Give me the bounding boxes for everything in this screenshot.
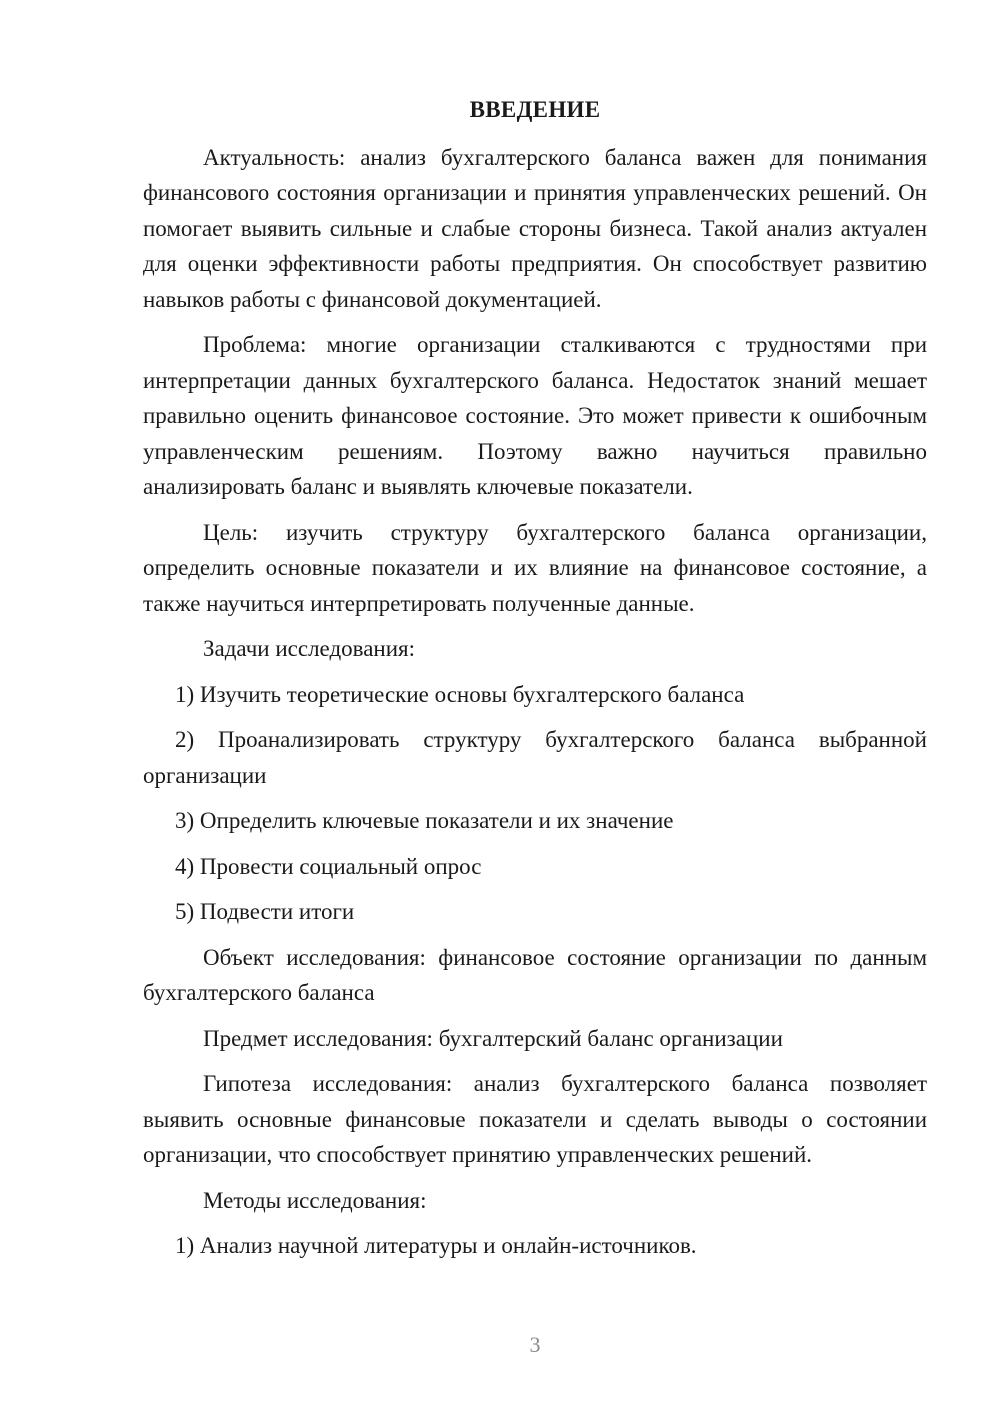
task-item-3: 3) Определить ключевые показатели и их значение (175, 808, 674, 833)
relevance-paragraph: Актуальность: анализ бухгалтерского баланса важен для понимания финансового состояния организации и принятия управленческих решений. Он помогает выявить сильные и слабые стороны бизнеса. Такой анализ актуален для оценки эффективности работы предприятия. Он способствует развитию навыков работы с финансовой документацией. (143, 144, 927, 312)
task-item-1: 1) Изучить теоретические основы бухгалтерского баланса (175, 681, 745, 707)
task-item-5: 5) Подвести итоги (175, 899, 355, 924)
task-item-4: 4) Провести социальный опрос (175, 853, 482, 879)
methods-heading: Методы исследования: (203, 1187, 427, 1213)
page-number: 3 (529, 1332, 541, 1357)
problem-paragraph: Проблема: многие организации сталкиваются с трудностями при интерпретации данных бухгалтерского баланса. Недостаток знаний мешает правильно оценить финансовое состояние. Это может привести к ошибочным управленческим решениям. Поэтому важно научиться правильно анализировать баланс и выявлять ключевые показатели. (143, 332, 927, 499)
tasks-heading: Задачи исследования: (203, 636, 416, 661)
hypothesis-paragraph: Гипотеза исследования: анализ бухгалтерского баланса позволяет выявить основные финансовые показатели и сделать выводы о состоянии организации, что способствует принятию управленческих решений. (143, 1071, 927, 1167)
goal-paragraph: Цель: изучить структуру бухгалтерского баланса организации, определить основные показатели и их влияние на финансовое состояние, а также научиться интерпретировать полученные данные. (143, 519, 927, 616)
method-item-1: 1) Анализ научной литературы и онлайн-источников. (175, 1233, 697, 1258)
subject-paragraph: Предмет исследования: бухгалтерский баланс организации (203, 1025, 783, 1051)
task-item-2: 2) Проанализировать структуру бухгалтерского баланса выбранной организации (143, 727, 927, 788)
document-page (143, 92, 927, 1274)
object-paragraph: Объект исследования: финансовое состояние организации по данным бухгалтерского баланса (143, 944, 927, 1005)
section-title: ВВЕДЕНИЕ (469, 97, 601, 122)
